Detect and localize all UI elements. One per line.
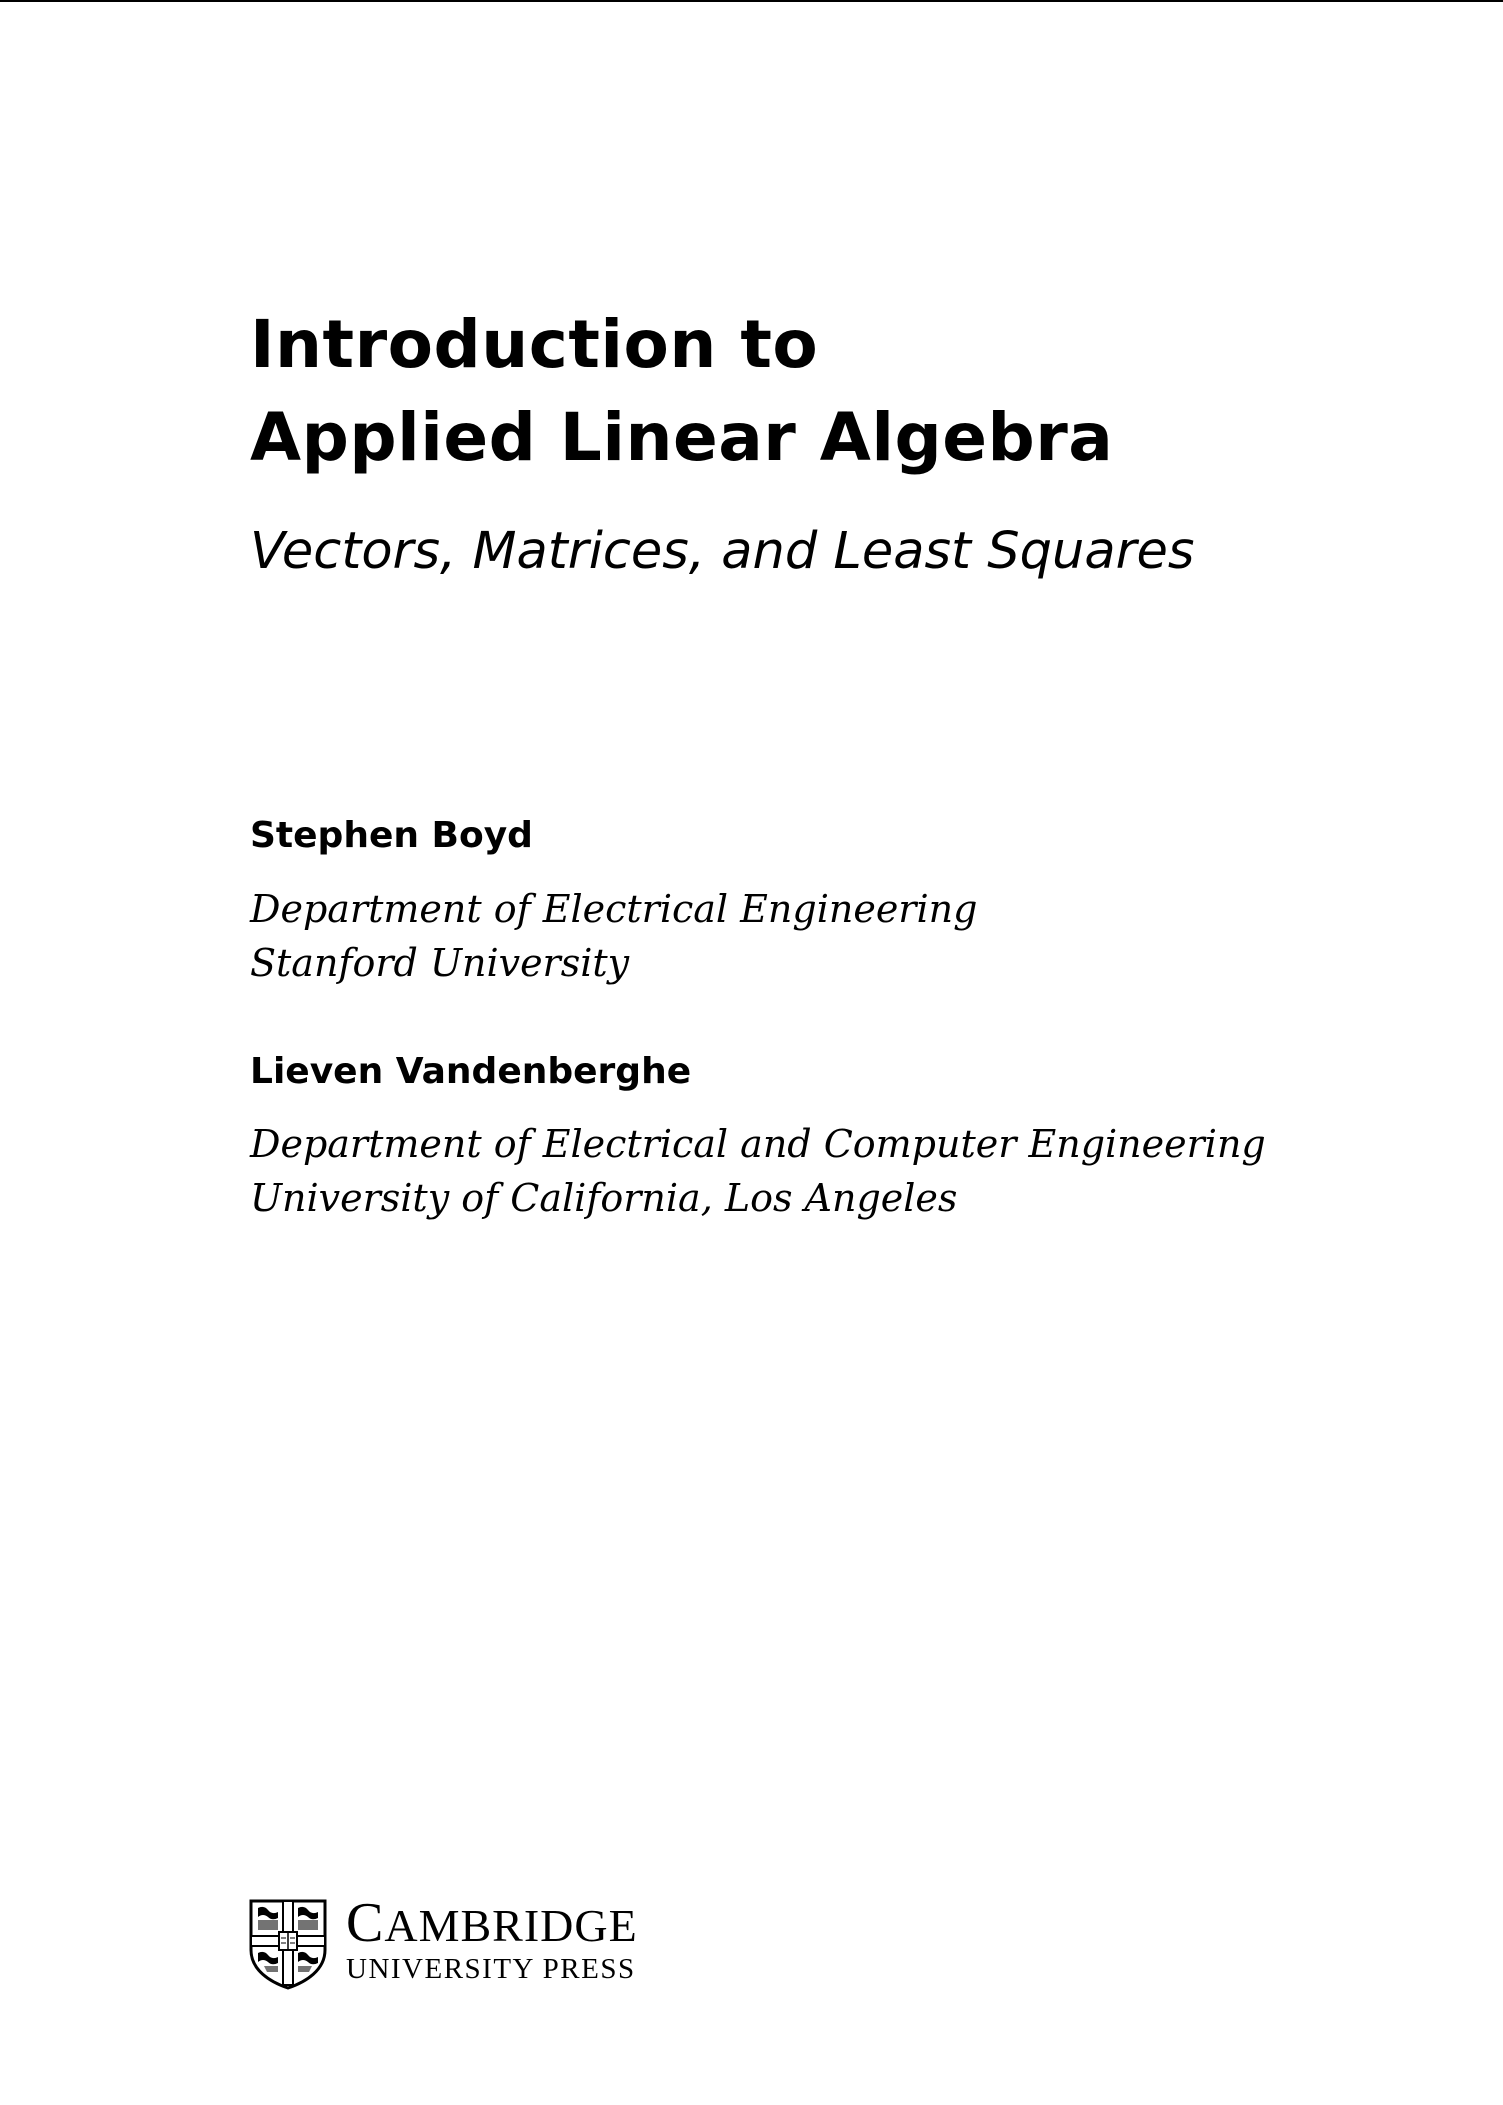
author-institution-boyd: Stanford University: [250, 941, 630, 985]
publisher-name: [346, 1892, 638, 1954]
top-rule: [0, 0, 1503, 2]
publisher-logo: [248, 1892, 638, 1990]
publisher-subline: UNIVERSITY PRESS: [346, 1953, 636, 1985]
publisher-name-rest: AMBRIDGE: [384, 1900, 638, 1951]
author-department-boyd: Department of Electrical Engineering: [250, 887, 978, 931]
author-department-vandenberghe: Department of Electrical and Computer Engineering: [250, 1122, 1266, 1166]
publisher-name-initial: C: [346, 1892, 385, 1954]
author-institution-vandenberghe: University of California, Los Angeles: [250, 1176, 958, 1220]
university-crest-icon: [248, 1898, 328, 1990]
title-line-1: Introduction to: [250, 306, 819, 383]
subtitle: Vectors, Matrices, and Least Squares: [250, 522, 1195, 581]
publisher-wordmark: [346, 1892, 638, 1985]
title-line-2: Applied Linear Algebra: [250, 399, 1114, 476]
author-name-vandenberghe: Lieven Vandenberghe: [250, 1051, 692, 1092]
author-name-boyd: Stephen Boyd: [250, 815, 533, 856]
